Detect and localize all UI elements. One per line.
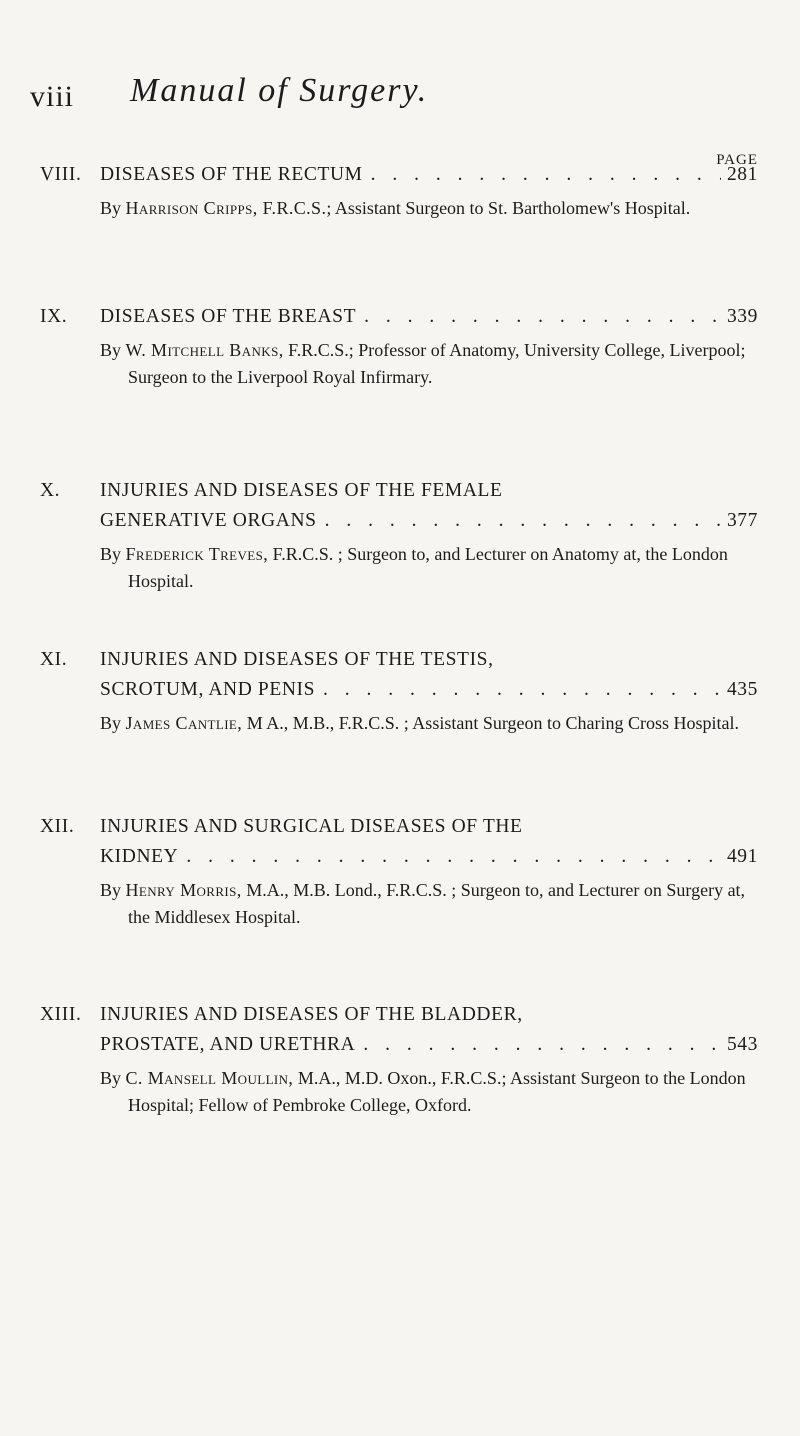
chapter-title-continued: PROSTATE, AND URETHRA <box>100 1034 356 1055</box>
toc-entry <box>40 645 758 737</box>
chapter-numeral: XI. <box>40 649 68 670</box>
chapter-author <box>40 1065 758 1119</box>
chapter-title: INJURIES AND DISEASES OF THE TESTIS, <box>100 649 494 670</box>
toc-entry <box>40 476 758 595</box>
dot-leader <box>355 1030 721 1060</box>
page-number: viii <box>30 80 75 113</box>
chapter-numeral: IX. <box>40 306 68 327</box>
author-credentials: F.R.C.S.; Professor of Anatomy, University College, Liverpool; Surgeon to the Liverpool Royal Infirmary. <box>128 340 746 387</box>
dot-leader <box>317 506 721 536</box>
author-credentials: M A., M.B., F.R.C.S. ; Assistant Surgeon to Charing Cross Hospital. <box>242 713 739 733</box>
chapter-page: 377 <box>726 510 758 531</box>
chapter-author <box>40 710 758 737</box>
dot-leader <box>356 302 721 332</box>
toc-title-line <box>40 160 758 190</box>
chapter-page: 435 <box>726 679 758 700</box>
dot-leader <box>315 675 721 705</box>
page-column-label: PAGE <box>716 152 758 168</box>
chapter-page: 281 <box>726 164 758 185</box>
dot-leader <box>363 160 721 190</box>
chapter-title-continued: SCROTUM, AND PENIS <box>100 679 316 700</box>
chapter-numeral: XII. <box>40 816 75 837</box>
toc-entry <box>40 302 758 391</box>
running-title: Manual of Surgery. <box>130 72 429 109</box>
by-label: By <box>100 198 122 218</box>
author-name: W. Mitchell Banks, <box>125 340 284 360</box>
toc-title-line <box>40 476 758 506</box>
author-credentials: F.R.C.S. ; Surgeon to, and Lecturer on Anatomy at, the London Hospital. <box>128 544 728 591</box>
author-name: Henry Morris, <box>125 880 242 900</box>
chapter-title: INJURIES AND DISEASES OF THE FEMALE <box>100 480 503 501</box>
chapter-title-continued: KIDNEY <box>100 846 179 867</box>
chapter-author <box>40 195 758 222</box>
toc-title-line <box>40 1000 758 1030</box>
chapter-title: INJURIES AND DISEASES OF THE BLADDER, <box>100 1004 523 1025</box>
toc-title-line <box>40 812 758 842</box>
chapter-page: 339 <box>726 306 758 327</box>
chapter-numeral: VIII. <box>40 164 82 185</box>
chapter-author <box>40 541 758 595</box>
chapter-page: 543 <box>726 1034 758 1055</box>
author-credentials: M.A., M.D. Oxon., F.R.C.S.; Assistant Surgeon to the London Hospital; Fellow of Pembroke College, Oxford. <box>128 1068 746 1115</box>
author-name: Harrison Cripps, F.R.C.S. <box>125 198 327 218</box>
toc-title-line <box>40 1030 758 1060</box>
toc-title-line <box>40 842 758 872</box>
author-credentials: ; Assistant Surgeon to St. Bartholomew's Hospital. <box>326 198 691 218</box>
chapter-author <box>40 877 758 931</box>
by-label: By <box>100 713 122 733</box>
chapter-title: DISEASES OF THE RECTUM <box>100 164 363 185</box>
running-header <box>30 72 758 112</box>
chapter-title-continued: GENERATIVE ORGANS <box>100 510 317 531</box>
toc-entry <box>40 160 758 222</box>
by-label: By <box>100 1068 122 1088</box>
chapter-numeral: XIII. <box>40 1004 82 1025</box>
toc-title-line <box>40 302 758 332</box>
toc-title-line <box>40 645 758 675</box>
chapter-author <box>40 337 758 391</box>
toc-title-line <box>40 675 758 705</box>
chapter-title: DISEASES OF THE BREAST <box>100 306 357 327</box>
author-name: James Cantlie, <box>125 713 243 733</box>
toc-title-line <box>40 506 758 536</box>
chapter-title: INJURIES AND SURGICAL DISEASES OF THE <box>100 816 523 837</box>
dot-leader <box>178 842 721 872</box>
toc-entry <box>40 812 758 931</box>
chapter-numeral: X. <box>40 480 61 501</box>
toc-entry <box>40 1000 758 1119</box>
by-label: By <box>100 340 122 360</box>
by-label: By <box>100 880 122 900</box>
author-name: Frederick Treves, <box>125 544 269 564</box>
by-label: By <box>100 544 122 564</box>
author-name: C. Mansell Moullin, <box>125 1068 294 1088</box>
author-credentials: M.A., M.B. Lond., F.R.C.S. ; Surgeon to, and Lecturer on Surgery at, the Middlesex Hospital. <box>128 880 746 927</box>
chapter-page: 491 <box>726 846 758 867</box>
